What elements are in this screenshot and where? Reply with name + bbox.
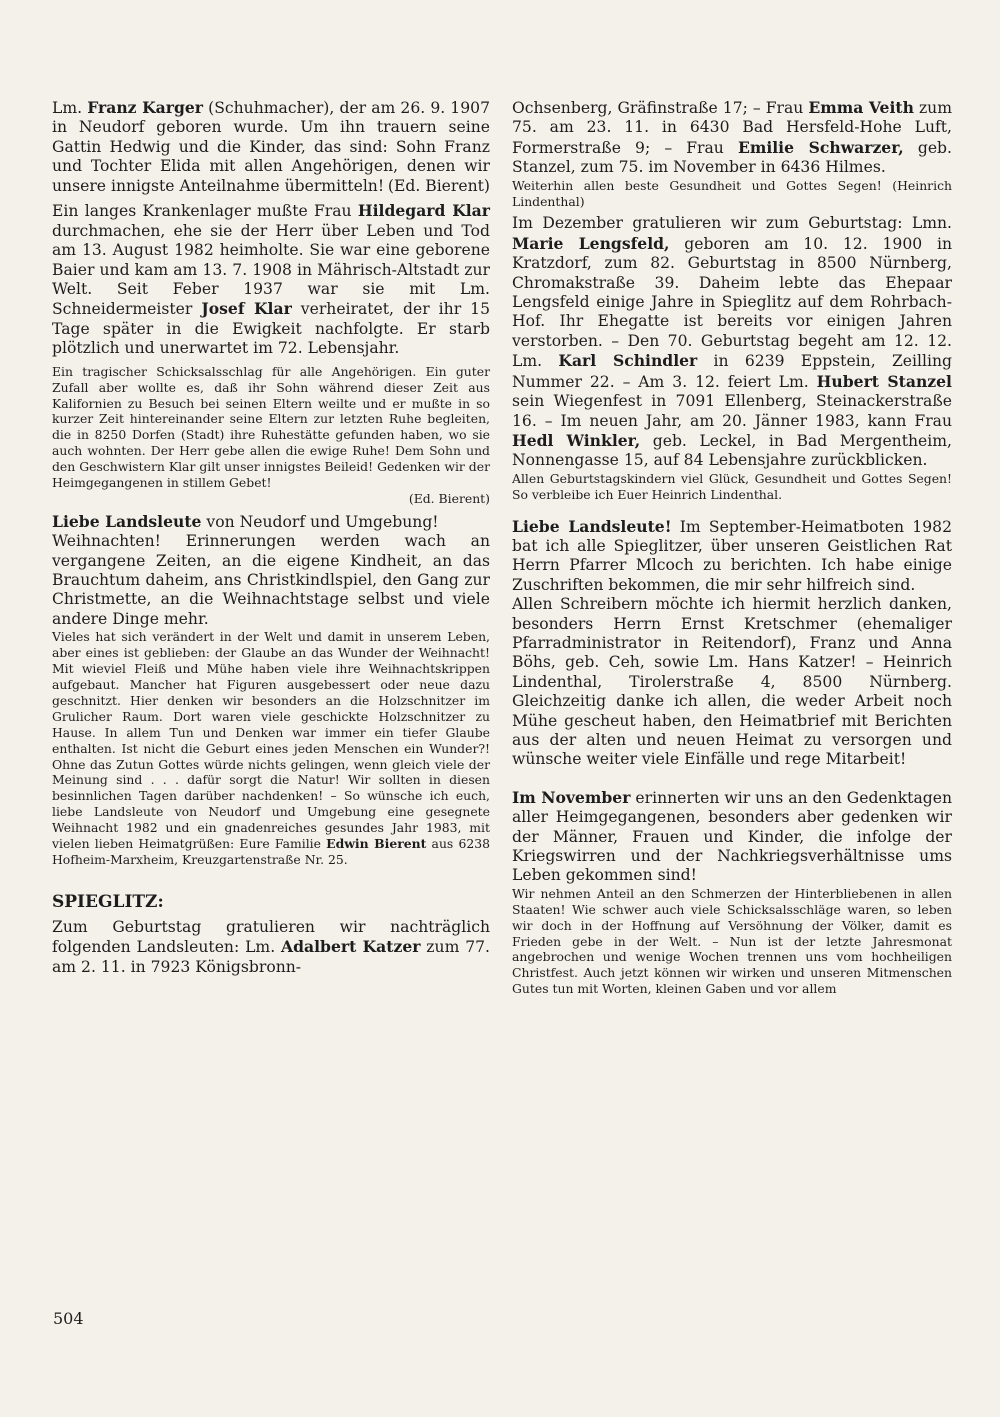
left-column xyxy=(52,98,490,982)
birthday-list-december: Im Dezember gratulieren wir zum Geburtstag: Lmn. Marie Lengsfeld, geboren am 10. 12. 1900 in Kratzdorf, zum 82. Geburtstag in 8500 Nürnberg, Chromakstraße 39. Daheim lebte das Ehepaar Lengsfeld einige Jahre in Spieglitz auf dem Rohrbach-Hof. Ihr Ehegatte ist bereits vor einigen Jahren verstorben. – Den 70. Geburtstag begeht am 12. 12. Lm. Karl Schindler in 6239 Eppstein, Zeilling Nummer 22. – Am 3. 12. feiert Lm. Hubert Stanzel sein Wiegenfest in 7091 Ellenberg, Steinackerstraße 16. – Im neuen Jahr, am 20. Jänner 1983, kann Frau Hedl Winkler, geb. Leckel, in Bad Mergentheim, Nonnengasse 15, auf 84 Lebensjahre zurückblicken. xyxy=(512,214,952,470)
thanks-paragraph: Allen Schreibern möchte ich hiermit herzlich danken, besonders Herrn Ernst Kretschmer (ehemaliger Pfarradministrator in Reitendorf), Franz und Anna Böhs, geb. Ceh, sowie Lm. Hans Katzer! – Heinrich Lindenthal, Tirolerstraße 4, 8500 Nürnberg. Gleichzeitig danke ich allen, die weder Arbeit noch Mühe gescheut haben, den Heimatbrief mit Berichten aus der alten und neuen Heimat zu versorgen und wünsche weiter viele Einfälle und rege Mitarbeit! xyxy=(512,595,952,769)
blessing-lindenthal-1: Weiterhin allen beste Gesundheit und Gottes Segen! (Heinrich Lindenthal) xyxy=(512,177,952,209)
greeting-neudorf-title: Liebe Landsleute von Neudorf und Umgebung! xyxy=(52,511,439,531)
remembrance-text: Wir nehmen Anteil an den Schmerzen der Hinterbliebenen in allen Staaten! Wie schwer auch viele Schicksalsschläge waren, so leben wir doch in der Hoffnung auf Versöhnung der Völker, damit es Frieden gebe in der Welt. – Nun ist der letzte Jahresmonat angebrochen und wenige Wochen trennen uns vom hochheiligen Christfest. Auch jetzt können wir wirken und unseren Mitmenschen Gutes tun mit Worten, kleinen Gaben und vor allem xyxy=(512,885,952,997)
obituary-karger: Lm. Franz Karger (Schuhmacher), der am 26. 9. 1907 in Neudorf geboren wurde. Um ihn trauern seine Gattin Hedwig und die Kinder, das sind: Sohn Franz und Tochter Elida mit allen Angehörigen, denen wir unsere innigste Anteilnahme übermitteln! xyxy=(52,98,490,195)
november-remembrance: Im November erinnerten wir uns an den Gedenktagen aller Heimgegangenen, besonders aber gedenken wir der Männer, Frauen und Kinder, die infolge der Kriegswirren und der Nachkriegsverhältnisse ums Leben gekommen sind! xyxy=(512,787,952,885)
signature-bierent-1: (Ed. Bierent) xyxy=(387,177,490,196)
birthday-list-november: Ochsenberg, Gräfinstraße 17; – Frau Emma Veith zum 75. am 23. 11. in 6430 Bad Hersfeld-Hohe Luft, Formerstraße 9; – Frau Emilie Schwarzer, geb. Stanzel, zum 75. im November in 6436 Hilmes. xyxy=(512,98,952,177)
christmas-intro: Weihnachten! Erinnerungen werden wach an vergangene Zeiten, an die eigene Kindheit, an das Brauchtum daheim, ans Christkindlspiel, den Gang zur Christmette, an die Weihnachtstage selbst und viele andere Dinge mehr. xyxy=(52,532,490,628)
obituary-klar-continued: Ein tragischer Schicksalsschlag für alle Angehörigen. Ein guter Zufall aber wollte es, daß ihr Sohn während dieser Zeit aus Kalifornien zu Besuch bei seinen Eltern weilte und er mußte in so kurzer Zeit hintereinander seine Eltern zur letzten Ruhe begleiten, die in 8250 Dorfen (Stadt) ihre Ruhestätte gefunden haben, wo sie auch wohnten. Der Herr gebe allen die ewige Ruhe! Dem Sohn und den Geschwistern Klar gilt unser innigstes Beileid! Gedenken wir der Heimgegangenen in stillem Gebet! xyxy=(52,363,490,491)
obituary-klar: Ein langes Krankenlager mußte Frau Hildegard Klar durchmachen, ehe sie der Herr über Leben und Tod am 13. August 1982 heimholte. Sie war eine geborene Baier und kam am 13. 7. 1908 in Mährisch-Altstadt zur Welt. Seit Feber 1937 war sie mit Lm. Schneidermeister Josef Klar verheiratet, der ihr 15 Tage später in die Ewigkeit nachfolgte. Er starb plötzlich und unerwartet im 72. Lebensjahr. xyxy=(52,201,490,358)
birthday-katzer: Zum Geburtstag gratulieren wir nachträglich folgenden Landsleuten: Lm. Adalbert Katzer zum 77. am 2. 11. in 7923 Königsbronn- xyxy=(52,917,490,976)
right-column xyxy=(512,98,952,1002)
section-heading-spieglitz: SPIEGLITZ: xyxy=(52,891,164,912)
page-number: 504 xyxy=(53,1309,84,1328)
blessing-lindenthal-2: Allen Geburtstagskindern viel Glück, Gesundheit und Gottes Segen! So verbleibe ich Euer Heinrich Lindenthal. xyxy=(512,470,952,502)
letter-landsleute: Liebe Landsleute! Im September-Heimatboten 1982 bat ich alle Spieglitzer, über unseren Geistlichen Rat Herrn Pfarrer Mlcoch zu berichten. Ich habe einige Zuschriften bekommen, die mir sehr hilfreich sind. xyxy=(512,516,952,594)
signature-bierent-2: (Ed. Bierent) xyxy=(408,490,490,506)
christmas-text: Vieles hat sich verändert in der Welt und damit in unserem Leben, aber eines ist geblieben: der Glaube an das Wunder der Weihnacht! Mit wieviel Fleiß und Mühe haben viele ihre Weihnachtskrippen aufgebaut. Mancher hat Figuren ausgebessert oder neue dazu geschnitzt. Hier denken wir besonders an die Holzschnitzer im Grulicher Raum. Dort waren viele geschickte Holzschnitzer zu Hause. In allem Tun und Denken war immer ein tiefer Glaube enthalten. Ist nicht die Geburt eines jeden Menschen ein Wunder?! Ohne das Zutun Gottes würde nichts gelingen, wenn gleich viele der Meinung sind . . . dafür sorgt die Natur! Wir sollten in diesen besinnlichen Tagen darüber nachdenken! – So wünsche ich euch, liebe Landsleute von Neudorf und Umgebung eine gesegnete Weihnacht 1982 und ein gnadenreiches gesundes Jahr 1983, mit vielen lieben Heimatgrüßen: Eure Familie Edwin Bierent aus 6238 Hofheim-Marxheim, Kreuzgartenstraße Nr. 25. xyxy=(52,629,490,867)
